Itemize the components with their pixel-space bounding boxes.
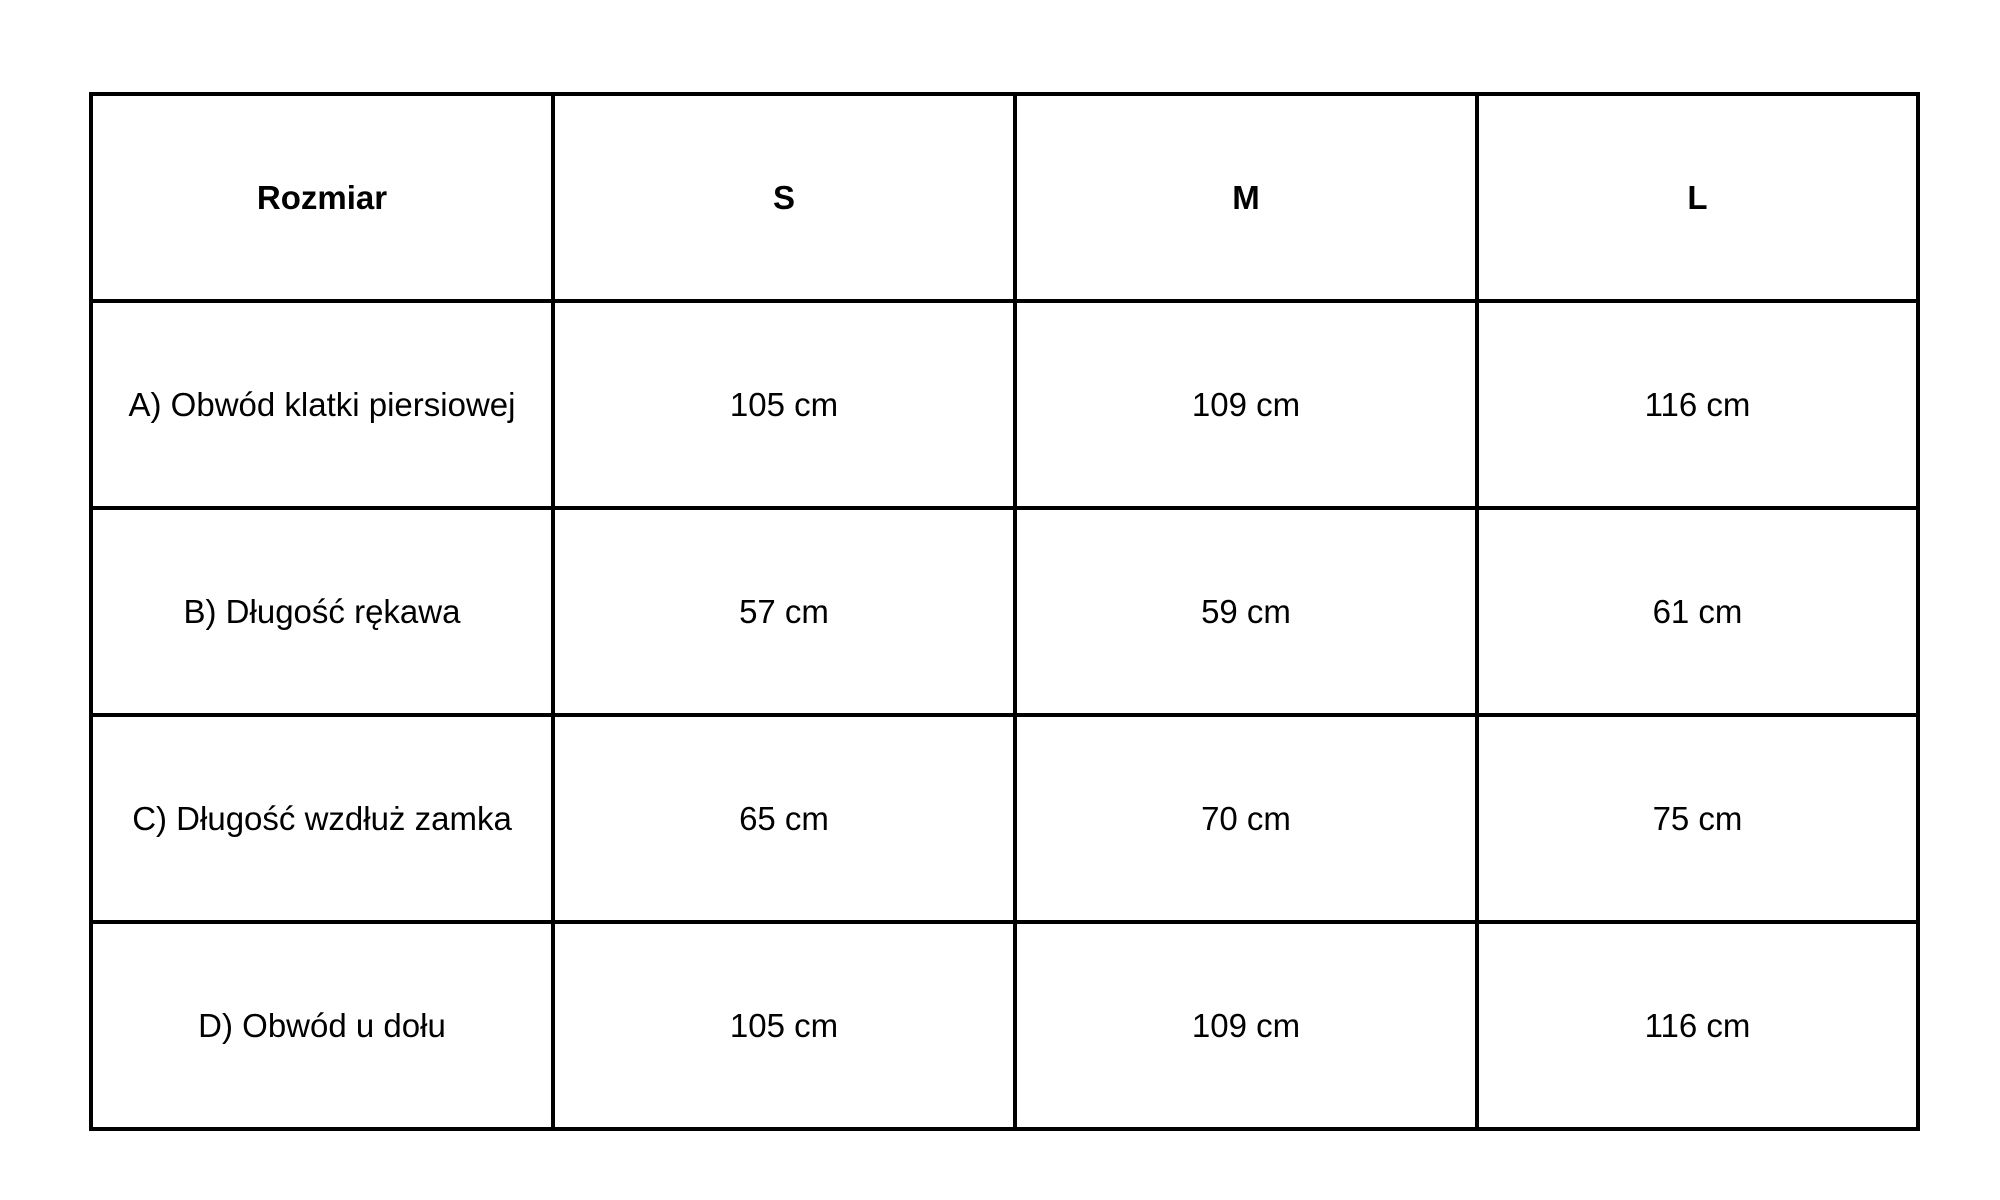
- cell-value: 105 cm: [553, 922, 1015, 1129]
- cell-value: 116 cm: [1477, 301, 1918, 508]
- row-label: A) Obwód klatki piersiowej: [91, 301, 553, 508]
- cell-value: 109 cm: [1015, 922, 1477, 1129]
- table-row: [91, 922, 1918, 1129]
- header-size-m: M: [1015, 94, 1477, 301]
- cell-value: 109 cm: [1015, 301, 1477, 508]
- table-row: [91, 301, 1918, 508]
- size-chart-table: [89, 92, 1920, 1131]
- cell-value: 105 cm: [553, 301, 1015, 508]
- row-label: C) Długość wzdłuż zamka: [91, 715, 553, 922]
- cell-value: 116 cm: [1477, 922, 1918, 1129]
- cell-value: 57 cm: [553, 508, 1015, 715]
- table-row: [91, 508, 1918, 715]
- table-row: [91, 715, 1918, 922]
- row-label: D) Obwód u dołu: [91, 922, 553, 1129]
- cell-value: 65 cm: [553, 715, 1015, 922]
- header-size-s: S: [553, 94, 1015, 301]
- header-size-l: L: [1477, 94, 1918, 301]
- header-size-label: Rozmiar: [91, 94, 553, 301]
- table-header-row: [91, 94, 1918, 301]
- cell-value: 70 cm: [1015, 715, 1477, 922]
- cell-value: 61 cm: [1477, 508, 1918, 715]
- row-label: B) Długość rękawa: [91, 508, 553, 715]
- cell-value: 75 cm: [1477, 715, 1918, 922]
- cell-value: 59 cm: [1015, 508, 1477, 715]
